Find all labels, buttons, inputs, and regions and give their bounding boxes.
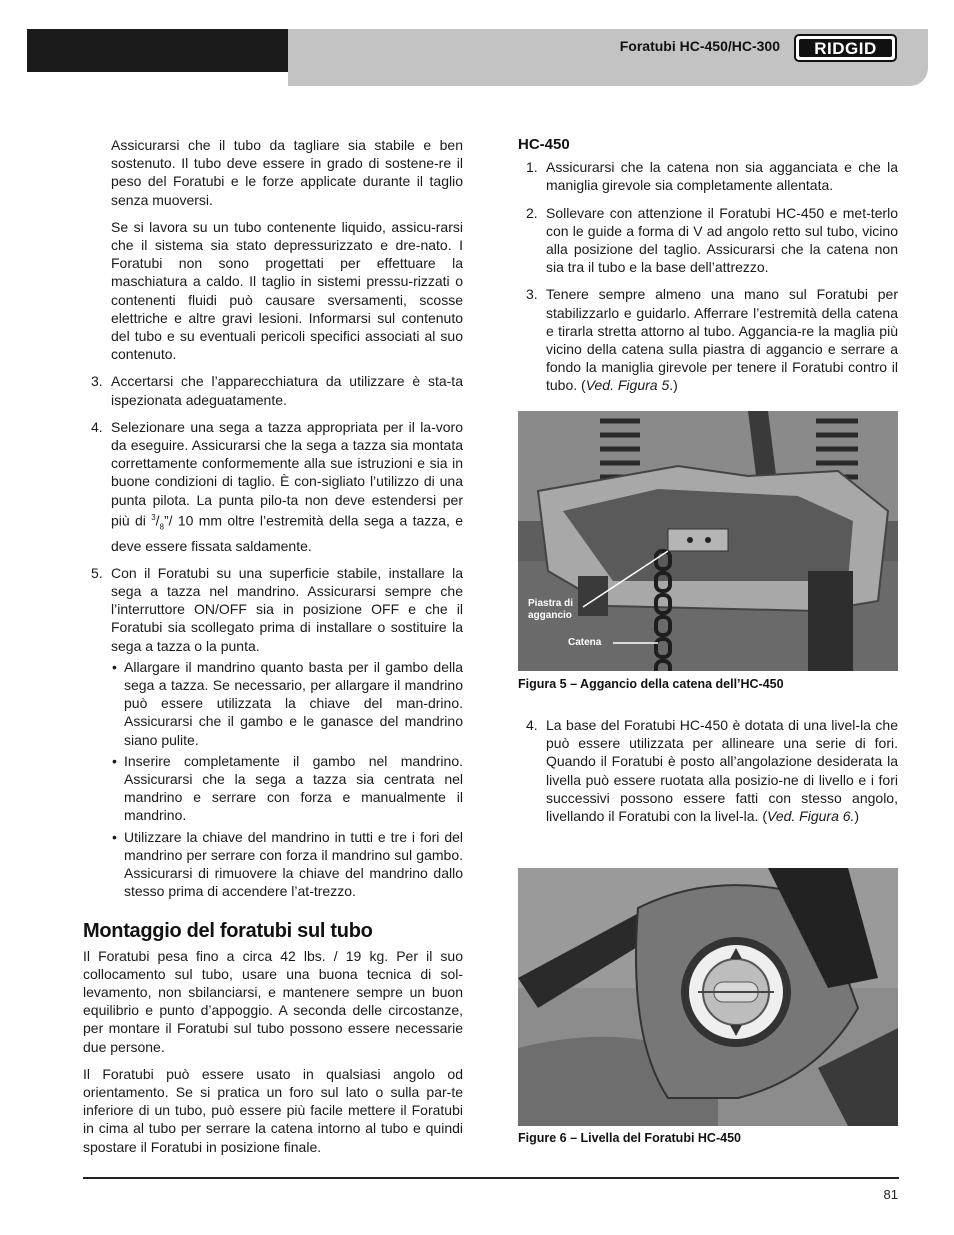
list-text-cont: ”/ 10 mm oltre l’estremità della sega a tazza, e deve essere fissata saldamente. [111, 512, 464, 554]
bullet-item: • Inserire completamente il gambo nel mandrino. Assicurarsi che la sega a tazza sia centrata nel mandrino e serrare con forza e manualmente il mandrino. [112, 752, 463, 824]
figure-5-photo [518, 411, 898, 671]
right-column [518, 136, 898, 404]
list-number: 1. [526, 159, 538, 176]
list-item-5 [83, 564, 463, 655]
list-item-4: 4. Selezionare una sega a tazza appropriata per il la-voro da eseguire. Assicurarsi che la sega a tazza sia montata correttamente conformemente alla sue istruzioni e sia in buone condizioni di taglio. È con-sigliato l’utilizzo di una punta pilota. La punta pilo-ta non deve estendersi per più di $^3/_8”/$ 10 mm oltre l’estremità della sega a tazza, e deve essere fissata saldamente. [91, 418, 464, 554]
list-text: Sollevare con attenzione il Foratubi HC-450 e met-terlo con le guide a forma di V ad angolo retto sul tubo, vicino alla posizione del taglio. Assicurarsi che la catena non sia tra il tubo e la base dell’attrezzo. [546, 204, 898, 276]
list-item-3: 3. Tenere sempre almeno una mano sul Foratubi per stabilizzarlo e guidarlo. Afferrare l’estremità della catena e tirarla stretta attorno al tubo. Aggancia-re la maglia più vicino della catena sulla piastra di aggancio e serrare a fondo la maniglia girevole per tenere il Foratubi contro il tubo. (Ved. Figura 5.) [526, 286, 898, 394]
svg-text:RIDGID: RIDGID [814, 39, 877, 58]
bullet-text: Inserire completamente il gambo nel mandrino. Assicurarsi che la sega a tazza sia centrata nel mandrino e serrare con forza e manualmente il mandrino. [124, 752, 463, 824]
fraction-denominator: 8 [159, 522, 164, 532]
bullet-text: Utilizzare la chiave del mandrino in tutti e tre i fori del mandrino per serrare con forza il mandrino sul gambo. Assicurarsi di rimuovere la chiave del mandrino dallo stesso prima di accendere l’at-trezzo. [124, 828, 463, 900]
section-heading: Montaggio del foratubi sul tubo [83, 920, 373, 943]
footer-rule [83, 1177, 899, 1179]
list-text: Assicurarsi che la catena non sia agganciata e che la maniglia girevole sia completamente allentata. [546, 159, 898, 194]
bullet-item: • Utilizzare la chiave del mandrino in tutti e tre i fori del mandrino per serrare con forza il mandrino sul gambo. Assicurarsi di rimuovere la chiave del mandrino dallo stesso prima di accendere l’at-trezzo. [112, 828, 463, 900]
left-column [83, 136, 463, 1165]
list-number: 5. [91, 564, 103, 581]
list-item-2 [518, 204, 898, 277]
paragraph-liquid-warning: Se si lavora su un tubo contenente liquido, assicu-rarsi che il sistema sia stato depressurizzato e dre-nato. I Foratubi non sono progettati per effettuare la maschiatura a caldo. Il taglio in sistemi pressu-rizzati o contenenti fluidi può causare sversamenti, scosse elettriche e altre gravi lesioni. Informarsi sul contenuto del tubo e su eventuali pericoli specifici associati al suo contenuto. [111, 218, 463, 363]
list-number: 3. [526, 286, 538, 303]
figure-reference: Ved. Figura 6. [767, 808, 855, 825]
list-text: Accertarsi che l’apparecchiatura da utilizzare è sta-ta ispezionata adeguatamente. [111, 373, 463, 408]
list-number: 3. [91, 373, 103, 390]
list-text: Tenere sempre almeno una mano sul Foratubi per stabilizzarlo e guidarlo. Afferrare l’estremità della catena e tirarla stretta attorno al tubo. Aggancia-re la maglia più vicino della catena sulla piastra di aggancio e serrare a fondo la maniglia girevole per tenere il Foratubi contro il tubo. ( [546, 286, 898, 394]
header-black-band [27, 29, 288, 72]
list-number: 4. [91, 418, 103, 435]
figure-label-chain: Catena [568, 637, 602, 648]
header-title: Foratubi HC-450/HC-300 [619, 38, 780, 54]
figure-5-caption: Figura 5 – Aggancio della catena dell’HC-450 [518, 677, 784, 691]
list-item-1 [518, 158, 898, 194]
ridgid-logo [794, 34, 897, 62]
figure-6-caption: Figure 6 – Livella del Foratubi HC-450 [518, 1131, 741, 1145]
page-number: 81 [883, 1187, 898, 1202]
fraction-numerator: 3 [151, 512, 156, 522]
paragraph-weight: Il Foratubi pesa fino a circa 42 lbs. / 19 kg. Per il suo collocamento sul tubo, usare una buona tecnica di sol-levamento, non sbilanciarsi, e mantenere sempre un buon equilibrio e punto d’appoggio. A seconda delle circostanze, per montare il Foratubi sul tubo possono essere necessarie due persone. [83, 947, 463, 1055]
list-number: 2. [526, 204, 538, 221]
list-number: 4. [526, 717, 538, 733]
figure-6-photo [518, 868, 898, 1126]
list-text: Con il Foratubi su una superficie stabile, installare la sega a tazza nel mandrino. Assicurarsi sempre che l’interruttore ON/OFF sia in posizione OFF e che il Foratubi sia scollegato prima di installare o sostituire la sega a tazza o la punta. [111, 564, 463, 654]
right-column-lower [518, 716, 898, 834]
list-text: Selezionare una sega a tazza appropriata per il la-voro da eseguire. Assicurarsi che la sega a tazza sia montata correttamente conformemente alla sue istruzioni e sia in buone condizioni di taglio. È con-sigliato l’utilizzo di una punta pilota. La punta pilo-ta non deve estendersi per più di [111, 418, 463, 529]
list-item-4: 4. La base del Foratubi HC-450 è dotata di una livel-la che può essere utilizzata per allineare una serie di fori. Quando il Foratubi è posto all’angolazione desiderata la livella può essere ruotata alla posizio-ne di livello e i fori successivi possono essere fatti con stesso angolo, livellando il Foratubi con la livel-la. (Ved. Figura 6.) [526, 717, 898, 825]
bullet-text: Allargare il mandrino quanto basta per il gambo della sega a tazza. Se necessario, per allargare il mandrino può essere utilizzata la chiave del man-drino. Assicurarsi che il gambo e le ganasce del mandrino siano pulite. [124, 658, 463, 748]
paragraph-pipe-stable: Assicurarsi che il tubo da tagliare sia stabile e ben sostenuto. Il tubo deve essere in grado di sostene-re il peso del Foratubi e le forze applicate durante il taglio senza muoversi. [111, 137, 463, 208]
paragraph-orientation: Il Foratubi può essere usato in qualsiasi angolo od orientamento. Se si pratica un foro sul lato o sulla par-te inferiore di un tubo, può essere più facile mettere il Foratubi in cima al tubo per serrare la catena intorno al tubo e quindi spostare il Foratubi in posizione finale. [83, 1065, 463, 1155]
subsection-heading: HC-450 [518, 136, 570, 153]
list-item-3 [83, 372, 463, 408]
figure-label-hook-plate: Piastra di aggancio [528, 598, 574, 621]
figure-reference: Ved. Figura 5 [585, 377, 670, 394]
list-text: La base del Foratubi HC-450 è dotata di una livel-la che può essere utilizzata per allineare una serie di fori. Quando il Foratubi è posto all’angolazione desiderata la livella può essere ruotata alla posizio-ne di livello e i fori successivi possono essere fatti con stesso angolo, livellando il Foratubi con la livel-la. ( [546, 717, 898, 825]
bullet-item: • Allargare il mandrino quanto basta per il gambo della sega a tazza. Se necessario, per allargare il mandrino può essere utilizzata la chiave del man-drino. Assicurarsi che il gambo e le ganasce del mandrino siano pulite. [112, 658, 463, 748]
